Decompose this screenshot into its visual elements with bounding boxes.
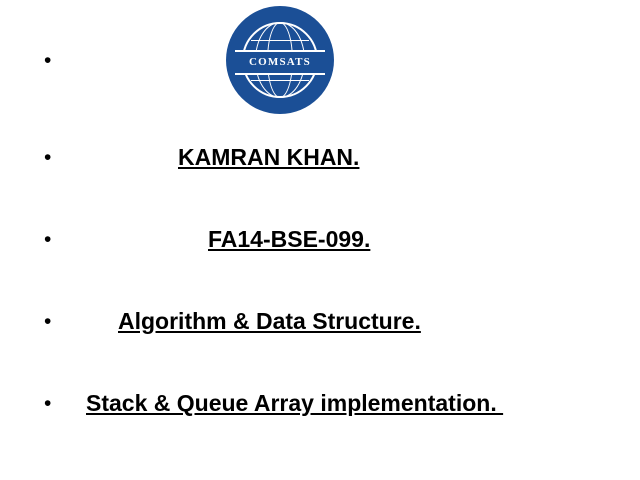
globe-parallel-icon <box>251 40 309 41</box>
bullet-marker: • <box>44 227 52 251</box>
registration-id-text: FA14-BSE-099. <box>208 225 371 252</box>
course-title-text: Algorithm & Data Structure. <box>118 307 421 334</box>
list-item <box>0 0 640 116</box>
bullet-marker: • <box>44 391 52 415</box>
list-item-body <box>66 144 640 171</box>
bullet-marker: • <box>44 48 52 72</box>
list-item <box>0 198 640 280</box>
bullet-marker: • <box>44 145 52 169</box>
globe-parallel-icon <box>251 80 309 81</box>
list-item-body <box>66 390 640 417</box>
list-item-body <box>66 308 640 335</box>
bullet-marker: • <box>44 309 52 333</box>
list-item-body <box>66 226 640 253</box>
list-item <box>0 362 640 444</box>
logo-banner <box>235 50 325 75</box>
logo-text: COMSATS <box>249 56 311 68</box>
list-item <box>0 116 640 198</box>
logo-container <box>66 6 640 114</box>
list-item <box>0 280 640 362</box>
student-name-text: KAMRAN KHAN. <box>178 143 360 170</box>
topic-title-text: Stack & Queue Array implementation. <box>86 389 504 416</box>
comsats-logo <box>226 6 334 114</box>
